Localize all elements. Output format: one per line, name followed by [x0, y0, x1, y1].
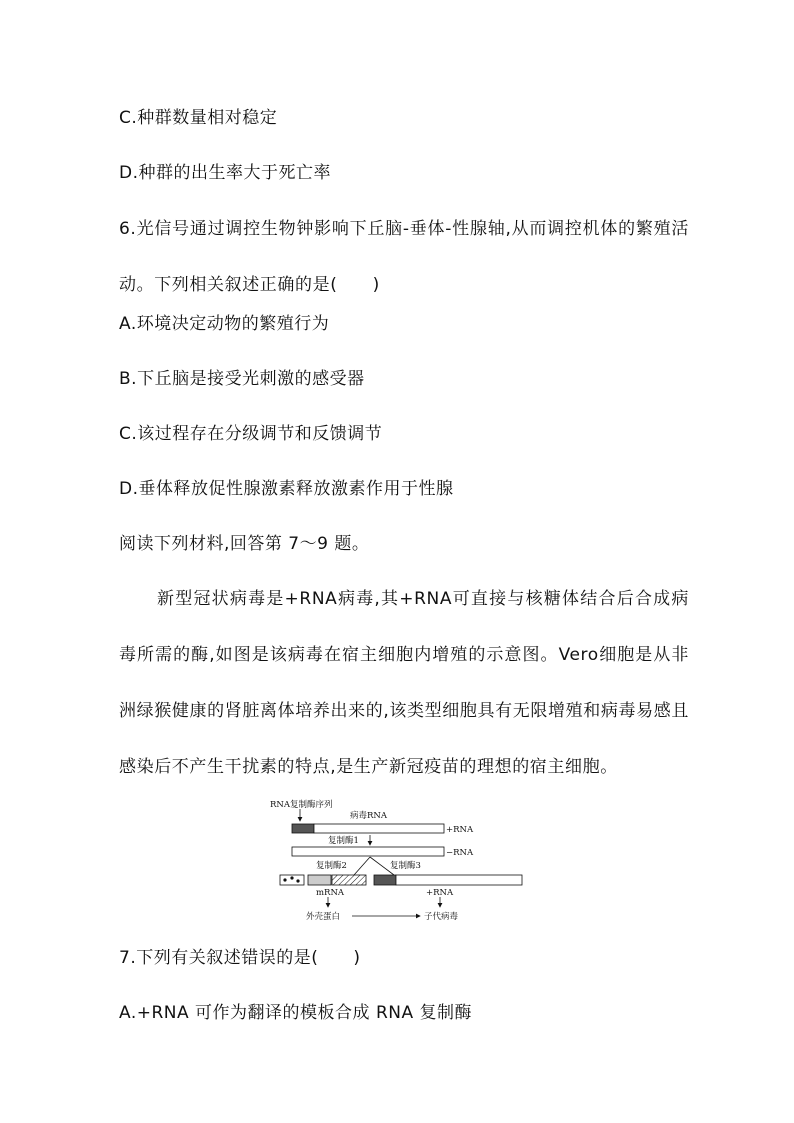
ribosome-dot	[283, 878, 286, 881]
label-minus-rna: −RNA	[446, 848, 474, 858]
progeny-rdrp-segment	[374, 875, 396, 885]
option-d-q6: D.垂体释放促性腺激素释放激素作用于性腺	[119, 479, 454, 499]
rdrp-seq-segment	[292, 824, 314, 833]
branch-line-left	[354, 857, 370, 875]
option-a-q7: A.+RNA 可作为翻译的模板合成 RNA 复制酶	[119, 1003, 473, 1023]
label-rdrp-seq: RNA复制酶序列	[270, 800, 333, 810]
label-progeny: 子代病毒	[424, 912, 459, 922]
label-enzyme2: 复制酶2	[316, 861, 347, 871]
reading-intro: 阅读下列材料,回答第 7～9 题。	[119, 534, 370, 554]
option-a-q6: A.环境决定动物的繁殖行为	[119, 314, 330, 334]
ribosome-dot	[290, 876, 293, 879]
label-capsid: 外壳蛋白	[306, 912, 341, 922]
ribosome-dot	[296, 879, 299, 882]
plus-rna-strand-top	[314, 824, 444, 833]
mrna-hatched-segment	[332, 875, 366, 885]
option-c-q6: C.该过程存在分级调节和反馈调节	[119, 424, 383, 444]
question-6: 6.光信号通过调控生物钟影响下丘脑-垂体-性腺轴,从而调控机体的繁殖活动。下列相关叙述正确的是( )	[119, 219, 689, 295]
virus-replication-diagram	[270, 795, 530, 925]
label-plus-rna-top: +RNA	[446, 825, 474, 835]
minus-rna-strand	[292, 847, 444, 856]
reading-material: 新型冠状病毒是+RNA病毒,其+RNA可直接与核糖体结合后合成病毒所需的酶,如图是该病毒在宿主细胞内增殖的示意图。Vero细胞是从非洲绿猴健康的肾脏离体培养出来的,该类型细胞具有无限增殖和病毒易感且感染后不产生干扰素的特点,是生产新冠疫苗的理想的宿主细胞。	[119, 589, 689, 777]
progeny-plus-rna-strand	[396, 875, 522, 885]
label-enzyme3: 复制酶3	[390, 861, 421, 871]
label-viral-rna: 病毒RNA	[350, 811, 387, 821]
label-plus-rna-bottom: +RNA	[426, 888, 454, 898]
option-d-q5: D.种群的出生率大于死亡率	[119, 163, 331, 183]
label-mrna: mRNA	[316, 888, 345, 898]
question-7: 7.下列有关叙述错误的是( )	[119, 948, 361, 968]
option-c-q5: C.种群数量相对稳定	[119, 108, 278, 128]
label-enzyme1: 复制酶1	[328, 836, 359, 846]
option-b-q6: B.下丘脑是接受光刺激的感受器	[119, 369, 365, 389]
mrna-light-segment	[308, 875, 331, 885]
